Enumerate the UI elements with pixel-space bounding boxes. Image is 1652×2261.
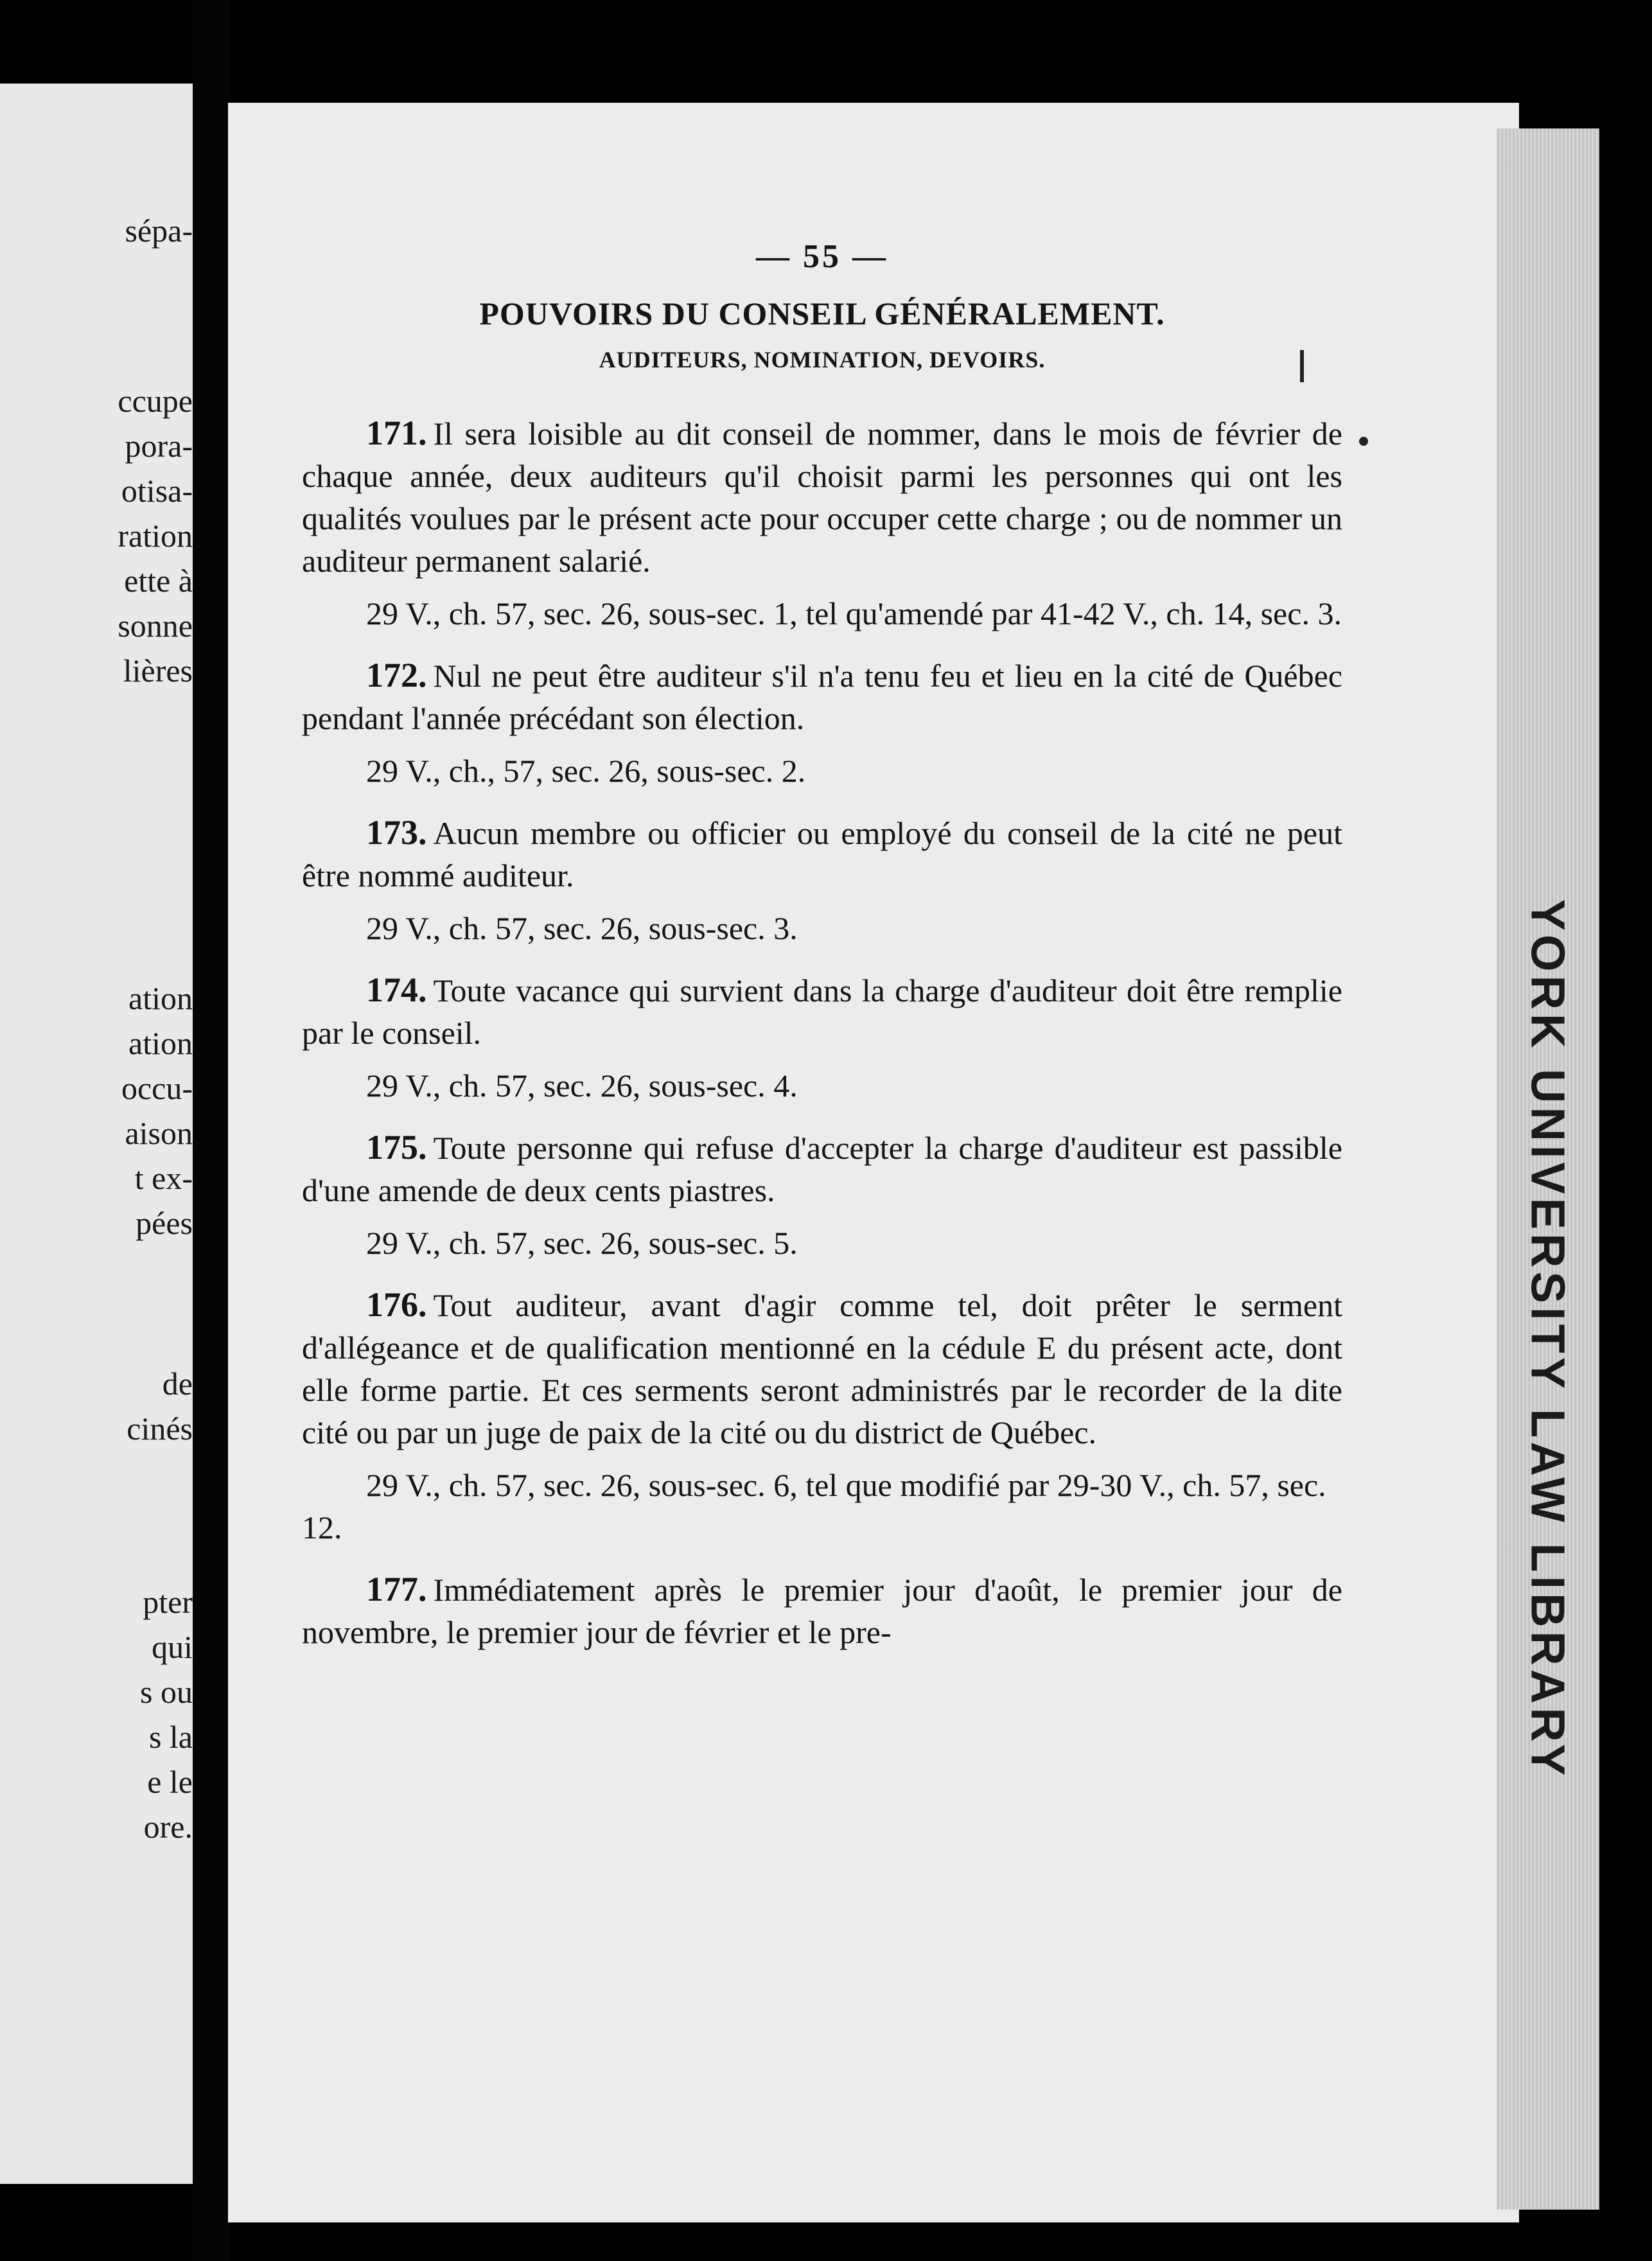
main-page: [228, 103, 1519, 2222]
margin-dot: [1359, 437, 1368, 446]
article-paragraph: [302, 1283, 1342, 1454]
article-text: Tout auditeur, avant d'agir comme tel, doit prêter le serment d'allégeance et de qualification mentionné en la cédule E du présent acte, dont elle forme partie. Et ces serments seront administrés par le recorder de la dite cité ou par un juge de paix de la cité ou du district de Québec.: [302, 1287, 1342, 1450]
left-page-fragment: qui: [152, 1629, 193, 1665]
article-citation: [302, 750, 1342, 792]
article-paragraph: [302, 811, 1342, 897]
article-number: 175.: [366, 1128, 427, 1166]
article-text: Il sera loisible au dit conseil de nommer, dans le mois de février de chaque année, deux auditeurs qu'il choisit parmi les personnes qui ont les qualités voulues par le présent acte pour occuper cette charge ; ou de nommer un auditeur permanent salarié.: [302, 416, 1342, 579]
article-text: Aucun membre ou officier ou employé du conseil de la cité ne peut être nommé auditeur.: [302, 815, 1342, 893]
article-text: Toute personne qui refuse d'accepter la charge d'auditeur est passible d'une amende de deux cents piastres.: [302, 1130, 1342, 1208]
citation-text: 29 V., ch. 57, sec. 26, sous-sec. 5.: [366, 1225, 798, 1261]
left-page-fragment: ore.: [143, 1809, 193, 1845]
article-text: Toute vacance qui survient dans la charge d'auditeur doit être remplie par le conseil.: [302, 972, 1342, 1051]
article-citation: [302, 592, 1342, 635]
left-page-fragment: e le: [147, 1764, 193, 1800]
left-page-fragment: ration: [118, 518, 193, 554]
article-number: 173.: [366, 813, 427, 852]
left-facing-page: [0, 84, 193, 2184]
left-page-fragment: otisa-: [121, 473, 193, 509]
book-gutter: [193, 0, 231, 2261]
article-text: Immédiatement après le premier jour d'août, le premier jour de novembre, le premier jour de février et le pre-: [302, 1572, 1342, 1650]
article: [302, 654, 1342, 739]
page-content: [302, 238, 1342, 1673]
left-page-fragment: t ex-: [134, 1160, 193, 1196]
left-page-fragment: lières: [123, 653, 193, 689]
left-page-fragment: occu-: [121, 1070, 193, 1106]
page-title: POUVOIRS DU CONSEIL GÉNÉRALEMENT.: [479, 295, 1165, 331]
article: [302, 1283, 1342, 1454]
spine-label-text: YORK UNIVERSITY LAW LIBRARY: [1521, 899, 1575, 1780]
citation-text: 29 V., ch. 57, sec. 26, sous-sec. 6, tel que modifié par 29-30 V., ch. 57, sec. 12.: [302, 1467, 1326, 1545]
left-page-fragment: cinés: [127, 1411, 193, 1447]
article-paragraph: [302, 412, 1342, 582]
citation-text: 29 V., ch., 57, sec. 26, sous-sec. 2.: [366, 753, 806, 789]
article-citation: [302, 1464, 1342, 1549]
section-subtitle: AUDITEURS, NOMINATION, DEVOIRS.: [599, 347, 1046, 373]
left-page-fragment: s la: [148, 1719, 193, 1755]
citation-text: 29 V., ch. 57, sec. 26, sous-sec. 4.: [366, 1068, 798, 1104]
article: [302, 811, 1342, 897]
left-page-fragment: sonne: [118, 608, 193, 644]
left-page-fragment: sépa-: [125, 213, 193, 249]
article-text: Nul ne peut être auditeur s'il n'a tenu feu et lieu en la cité de Québec pendant l'année précédant son élection.: [302, 658, 1342, 736]
article-number: 176.: [366, 1285, 427, 1324]
article-number: 174.: [366, 971, 427, 1009]
article-citation: [302, 1222, 1342, 1264]
article: [302, 969, 1342, 1054]
article-citation: [302, 907, 1342, 949]
article-number: 172.: [366, 656, 427, 694]
citation-text: 29 V., ch. 57, sec. 26, sous-sec. 1, tel qu'amendé par 41-42 V., ch. 14, sec. 3.: [366, 595, 1342, 631]
article: [302, 1126, 1342, 1211]
article-paragraph: [302, 654, 1342, 739]
left-page-fragment: ette à: [124, 563, 193, 599]
left-page-fragment: ation: [128, 1025, 193, 1061]
left-page-fragment: de: [162, 1366, 193, 1402]
article-number: 177.: [366, 1570, 427, 1608]
left-page-fragment: pter: [143, 1584, 193, 1620]
spine-label: [1513, 899, 1583, 1780]
scan-background: [1599, 0, 1652, 2261]
article-number: 171.: [366, 414, 427, 452]
citation-text: 29 V., ch. 57, sec. 26, sous-sec. 3.: [366, 910, 798, 946]
articles-list: [302, 412, 1342, 1673]
left-page-fragment: ation: [128, 980, 193, 1016]
left-page-fragment: pées: [136, 1205, 193, 1241]
left-page-fragment: aison: [125, 1115, 193, 1151]
article: [302, 1568, 1342, 1653]
article-citation: [302, 1064, 1342, 1107]
left-page-fragment: pora-: [125, 428, 193, 464]
article: [302, 412, 1342, 582]
left-page-fragment: s ou: [140, 1674, 193, 1710]
article-paragraph: [302, 969, 1342, 1054]
article-paragraph: [302, 1568, 1342, 1653]
article-paragraph: [302, 1126, 1342, 1211]
page-number: — 55 —: [756, 238, 888, 275]
left-page-fragment: ccupe: [118, 383, 193, 419]
